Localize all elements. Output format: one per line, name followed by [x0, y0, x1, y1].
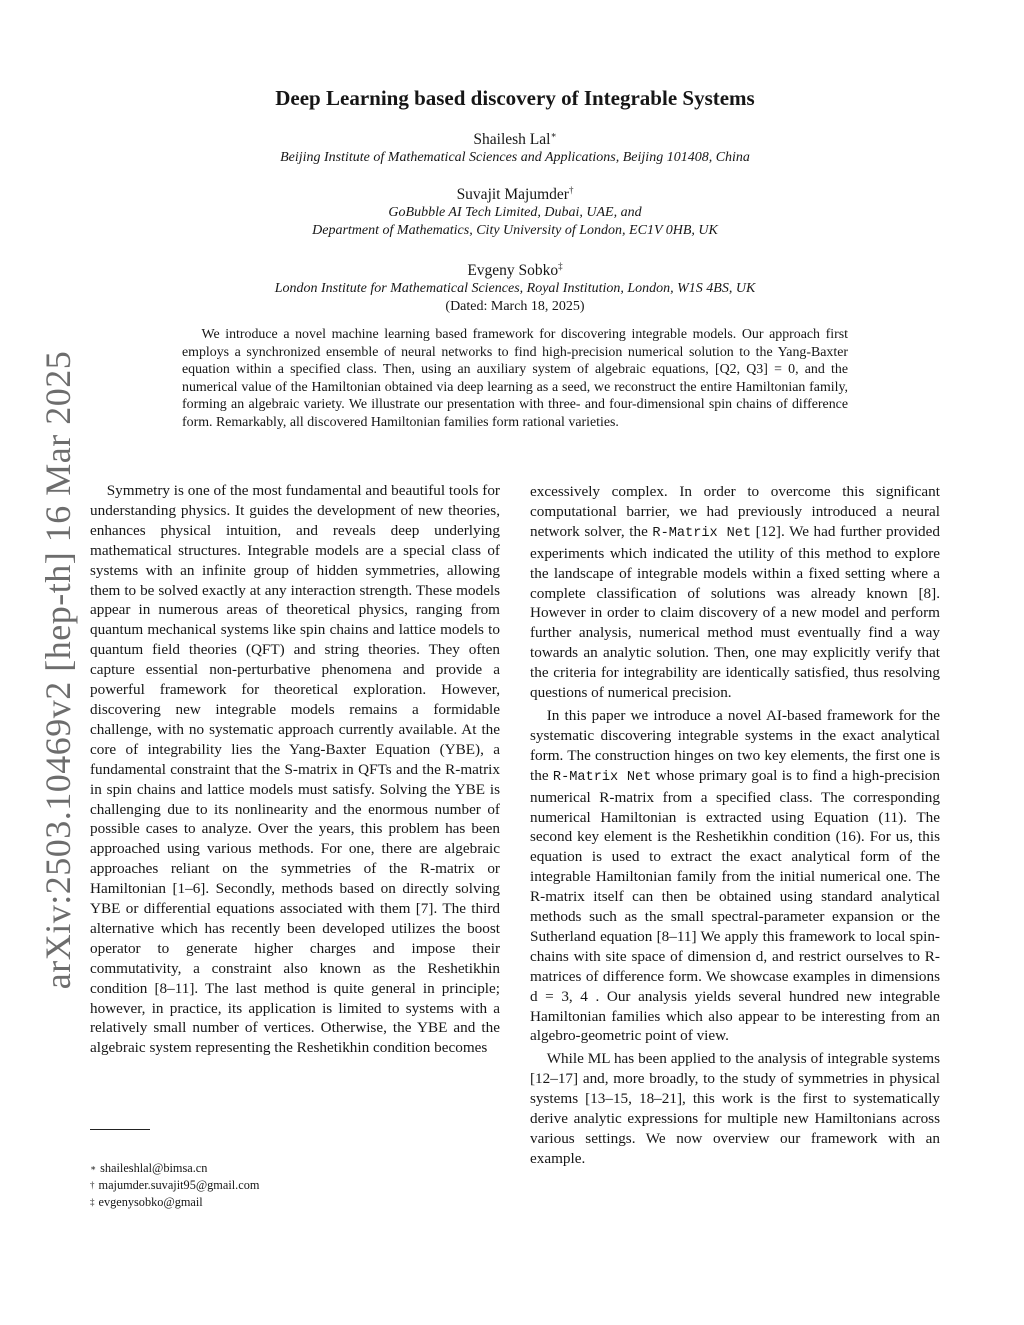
author-3: [130, 262, 900, 280]
code-term: R-Matrix Net: [552, 769, 652, 785]
footnote-1: ∗ shaileshlal@bimsa.cn: [90, 1161, 208, 1175]
author-3-affiliation: London Institute for Mathematical Sciences, Royal Institution, London, W1S 4BS, UK: [274, 281, 756, 296]
right-column: [530, 482, 940, 1169]
paper-title: Deep Learning based discovery of Integrable Systems: [275, 86, 755, 110]
author-2-affiliation-2: Department of Mathematics, City University of London, EC1V 0HB, UK: [312, 223, 718, 238]
author-1: [130, 131, 900, 149]
footnote-2: † majumder.suvajit95@gmail.com: [90, 1178, 260, 1192]
arxiv-stamp: [28, 345, 88, 995]
abstract: We introduce a novel machine learning based framework for discovering integrable models. Our approach first employs a synchronized ensemble of neural networks to find high-precision numerical solution to the Yang-Baxter equation within a specified class. Then, using an auxiliary system of algebraic equations, [Q2, Q3] = 0, and the numerical value of the Hamiltonian obtained via deep learning as a seed, we reconstruct the entire Hamiltonian family, forming an algebraic variety. We illustrate our presentation with three- and four-dimensional spin chains of difference form. Remarkably, all discovered Hamiltonian families form rational varieties.: [182, 327, 848, 430]
author-1-affiliation: Beijing Institute of Mathematical Sciences and Applications, Beijing 101408, China: [280, 150, 750, 165]
arxiv-identifier[interactable]: arXiv:2503.10469v2 [hep-th] 16 Mar 2025: [38, 350, 78, 990]
footnote-3: ‡ evgenysobko@gmail: [90, 1195, 203, 1209]
author-2: [130, 186, 900, 204]
email-link[interactable]: majumder.suvajit95@gmail.com: [98, 1178, 260, 1192]
body-paragraph: While ML has been applied to the analysis of integrable systems [12–17] and, more broadly, to the study of symmetries in physical systems [13–15, 18–21], this work is the first to systematically derive analytic expressions for multiple new Hamiltonians across various settings. We now overview our framework with an example.: [530, 1050, 940, 1167]
author-mark: ‡: [558, 260, 563, 271]
left-column: [90, 481, 500, 1058]
intro-paragraph: Symmetry is one of the most fundamental and beautiful tools for understanding physics. It guides the development of new theories, enhances physical intuition, and reveals deep underlying mathematical structures. Integrable models are a special class of systems with an infinite group of hidden symmetries, allowing them to be solved exactly at any interaction strength. These models appear in numerous areas of theoretical physics, ranging from quantum mechanical systems like spin chains and lattice models to quantum field theories (QFT) and string theories. They often capture essential non-perturbative phenomena and provide a powerful framework for theoretical exploration. However, discovering new integrable models remains a formidable challenge, with no systematic approach currently available. At the core of integrability lies the Yang-Baxter Equation (YBE), a fundamental constraint that the S-matrix in QFTs and the R-matrix in spin chains and lattice models must satisfy. Solving the YBE is challenging due to its nonlinearity and the enormous number of possible cases to analyze. Over the years, this problem has been approached using various methods. For one, there are algebraic approaches reliant on the symmetries of the R-matrix or Hamiltonian [1–6]. Secondly, methods based on directly solving YBE or differential equations associated with them [7]. The third alternative which has recently been developed utilizes the boost operator to generate higher charges and impose their commutativity, a constraint also known as the Reshetikhin condition [8–11]. The last method is quite general in principle; however, in practice, its application is limited to systems with a relatively small number of vertices. Otherwise, the YBE and the algebraic system representing the Reshetikhin condition becomes: [90, 482, 500, 1057]
email-link[interactable]: shaileshlal@bimsa.cn: [100, 1161, 208, 1175]
footnote-rule: [90, 1129, 150, 1130]
date-line: (Dated: March 18, 2025): [445, 299, 585, 314]
author-name: Evgeny Sobko: [467, 262, 559, 279]
footnotes: [90, 1160, 500, 1211]
email-link[interactable]: evgenysobko@gmail: [98, 1195, 203, 1209]
body-paragraph: excessively complex. In order to overcome this significant computational barrier, we had previously introduced a neural network solver, the R-Matrix Net [12]. We had further provided experiments which indicated the utility of this method to explore the landscape of integrable models within a fixed setting where a complete classification of solutions was already known [8]. However in order to claim discovery of a new model and perform further analysis, numerical method must eventually find a way towards an analytic solution. Then, one may explicitly verify that the criteria for integrability are identically satisfied, thus resolving questions of numerical precision.: [530, 483, 940, 702]
author-mark: †: [568, 184, 574, 195]
code-term: R-Matrix Net: [652, 525, 752, 541]
author-name: Shailesh Lal: [473, 131, 551, 148]
author-mark: ∗: [550, 129, 557, 140]
body-paragraph: In this paper we introduce a novel AI-based framework for the systematic discovering integrable systems in the exact analytical form. The construction hinges on two key elements, the first one is the R-Matrix Net whose primary goal is to find a high-precision numerical R-matrix from a specified class. The corresponding numerical Hamiltonian is extracted using Equation (11). The second key element is the Reshetikhin condition (16). For us, this equation is used to extract the exact analytical form of the integrable Hamiltonian family from the initial numerical one. The R-matrix itself can then be obtained using standard analytical methods such as the small spectral-parameter expansion or the Sutherland equation [8–11] We apply this framework to local spin-chains with site space of dimension d, and restrict ourselves to R-matrices of difference form. We showcase examples in dimensions d = 3, 4 . Our analysis yields several hundred new integrable Hamiltonian families which also appear to be interesting from an algebro-geometric point of view.: [530, 706, 940, 1045]
author-name: Suvajit Majumder: [456, 186, 569, 203]
author-2-affiliation-1: GoBubble AI Tech Limited, Dubai, UAE, and: [388, 205, 642, 220]
